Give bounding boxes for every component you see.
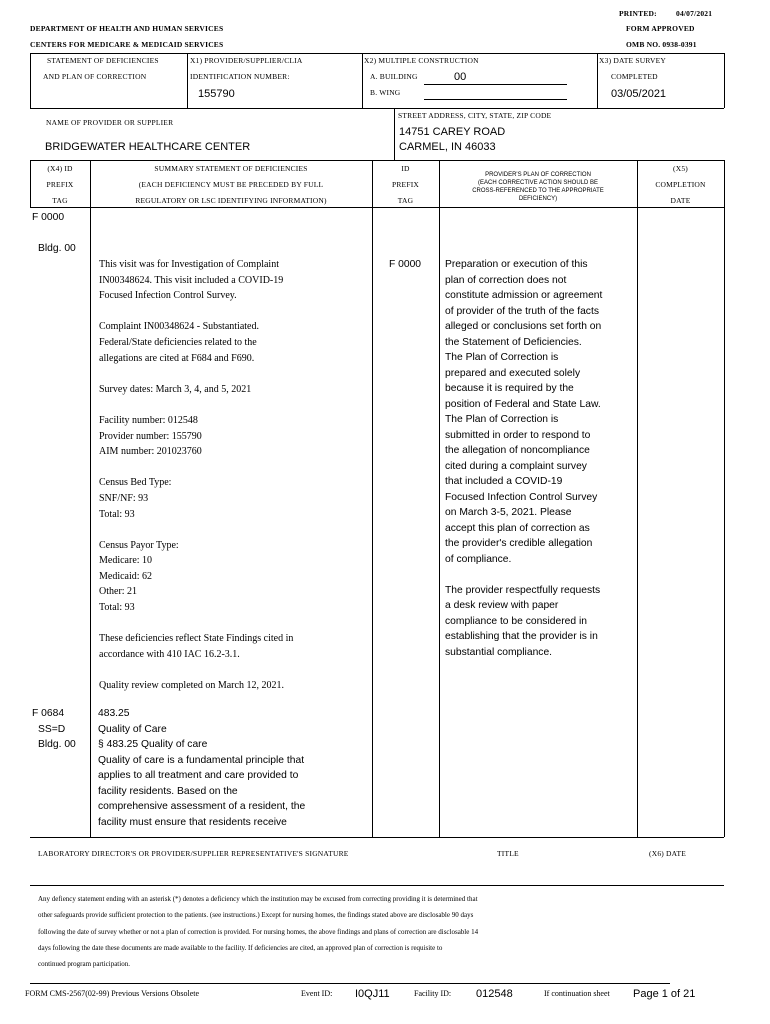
statement-label-1: STATEMENT OF DEFICIENCIES bbox=[47, 56, 159, 65]
address-label: STREET ADDRESS, CITY, STATE, ZIP CODE bbox=[398, 111, 552, 120]
plan-header-2: (EACH CORRECTIVE ACTION SHOULD BE bbox=[477, 180, 599, 186]
x6-date-label: (X6) DATE bbox=[649, 849, 687, 858]
plan-tag-f0000: F 0000 bbox=[388, 259, 422, 270]
director-signature-label: LABORATORY DIRECTOR'S OR PROVIDER/SUPPLIER REPRESENTATIVE'S SIGNATURE bbox=[38, 849, 349, 858]
x2-label: X2) MULTIPLE CONSTRUCTION bbox=[364, 56, 479, 65]
page-number: Page 1 of 21 bbox=[633, 988, 696, 1000]
summary-header-1: SUMMARY STATEMENT OF DEFICIENCIES bbox=[154, 164, 308, 173]
form-number: FORM CMS-2567(02-99) Previous Versions Obsolete bbox=[25, 989, 200, 998]
building-label: A. BUILDING bbox=[370, 72, 418, 81]
tag-f0000: F 0000 bbox=[32, 212, 65, 223]
centers-title: CENTERS FOR MEDICARE & MEDICAID SERVICES bbox=[30, 40, 224, 49]
x5-header-3: DATE bbox=[670, 196, 691, 205]
id-header-3: TAG bbox=[397, 196, 414, 205]
id-header-2: PREFIX bbox=[391, 180, 420, 189]
plan-header-3: CROSS-REFERENCED TO THE APPROPRIATE bbox=[472, 188, 604, 194]
address-line-1: 14751 CAREY ROAD bbox=[399, 126, 506, 138]
summary-header-2: (EACH DEFICIENCY MUST BE PRECEDED BY FULL bbox=[138, 180, 324, 189]
facility-id-value: 012548 bbox=[476, 988, 513, 1000]
x5-header-1: (X5) bbox=[673, 164, 688, 173]
disclaimer-text: Any defiency statement ending with an asterisk (*) denotes a deficiency which the institution may be excused from correcting providing it is determined that other safeguards provide sufficient protection to the patients. (see instructions.) Except for nursing homes, the findings stated above are disclosable 90 days following the date of survey whether or not a plan of correction is provided. For nursing homes, the above findings and plans of correction are disclosable 14 days following the date these documents are made available to the facility. If deficiencies are cited, an approved plan of correction is requisite to continued program participation. bbox=[38, 895, 479, 969]
provider-name-label: NAME OF PROVIDER OR SUPPLIER bbox=[46, 118, 174, 127]
plan-header-1: PROVIDER'S PLAN OF CORRECTION bbox=[485, 172, 591, 178]
x3-sublabel: COMPLETED bbox=[611, 72, 658, 81]
x4-header-2: PREFIX bbox=[46, 180, 74, 189]
id-header-1: ID bbox=[401, 164, 410, 173]
survey-date-value: 03/05/2021 bbox=[611, 88, 667, 100]
summary-text: This visit was for Investigation of Complaint IN00348624. This visit included a COVID-19 Focused Infection Control Survey. Complaint IN00348624 - Substantiated. Federal/State deficiencies related to the allegations are cited at F684 and F690. Survey dates: March 3, 4, and 5, 2021 Facility number: 012548 Provider number: 155790 AIM number: 201023760 Census Bed Type: SNF/NF: 93 Total: 93 Census Payor Type: Medicare: 10 Medicaid: 62 Other: 21 Total: 93 These deficiencies reflect State Findings cited in accordance with 410 IAC 16.2-3.1. Quality review completed on March 12, 2021. bbox=[99, 259, 294, 692]
building-f0684: Bldg. 00 bbox=[38, 739, 76, 750]
event-id-label: Event ID: bbox=[301, 989, 333, 998]
x3-label: X3) DATE SURVEY bbox=[599, 56, 666, 65]
plan-of-correction-text: Preparation or execution of this plan of correction does not constitute admission or agreement of provider of the truth of the facts alleged or conclusions set forth on the Statement of Deficiencies. The Plan of Correction is prepared and executed solely because it is required by the position of Federal and State Law. The Plan of Correction is submitted in order to respond to the allegation of noncompliance cited during a complaint survey that included a COVID-19 Focused Infection Control Survey on March 3-5, 2021. Please accept this plan of correction as the provider's credible allegation of compliance. The provider respectfully requests a desk review with paper compliance to be considered in establishing that the provider is in substantial compliance. bbox=[445, 259, 603, 658]
x4-header-3: TAG bbox=[52, 196, 68, 205]
address-line-2: CARMEL, IN 46033 bbox=[399, 141, 496, 153]
building-f0000: Bldg. 00 bbox=[38, 243, 76, 254]
printed-label: PRINTED: bbox=[619, 9, 657, 18]
form-approved: FORM APPROVED bbox=[626, 24, 695, 33]
tag-f0684: F 0684 bbox=[32, 708, 65, 719]
department-title: DEPARTMENT OF HEALTH AND HUMAN SERVICES bbox=[30, 24, 224, 33]
printed-date: 04/07/2021 bbox=[676, 9, 713, 18]
statement-label-2: AND PLAN OF CORRECTION bbox=[43, 72, 147, 81]
scope-severity: SS=D bbox=[38, 724, 66, 735]
building-value: 00 bbox=[454, 71, 467, 83]
x5-header-2: COMPLETION bbox=[655, 180, 706, 189]
wing-label: B. WING bbox=[370, 88, 401, 97]
x1-sublabel: IDENTIFICATION NUMBER: bbox=[190, 72, 290, 81]
deficiency-f0684-text: 483.25 Quality of Care § 483.25 Quality of care Quality of care is a fundamental principle that applies to all treatment and care provided to facility residents. Based on the comprehensive assessment of a resident, the facility must ensure that residents receive bbox=[98, 708, 306, 828]
plan-header-4: DEFICIENCY) bbox=[518, 196, 558, 202]
x4-header-1: (X4) ID bbox=[47, 164, 73, 173]
event-id-value: I0QJ11 bbox=[355, 988, 390, 1000]
continuation-label: If continuation sheet bbox=[544, 989, 610, 998]
x1-label: X1) PROVIDER/SUPPLIER/CLIA bbox=[190, 56, 303, 65]
provider-name: BRIDGEWATER HEALTHCARE CENTER bbox=[45, 141, 251, 153]
omb-number: OMB NO. 0938-0391 bbox=[626, 40, 697, 49]
title-label: TITLE bbox=[497, 849, 519, 858]
provider-id-value: 155790 bbox=[198, 88, 235, 100]
summary-header-3: REGULATORY OR LSC IDENTIFYING INFORMATION) bbox=[135, 196, 327, 205]
facility-id-label: Facility ID: bbox=[414, 989, 452, 998]
